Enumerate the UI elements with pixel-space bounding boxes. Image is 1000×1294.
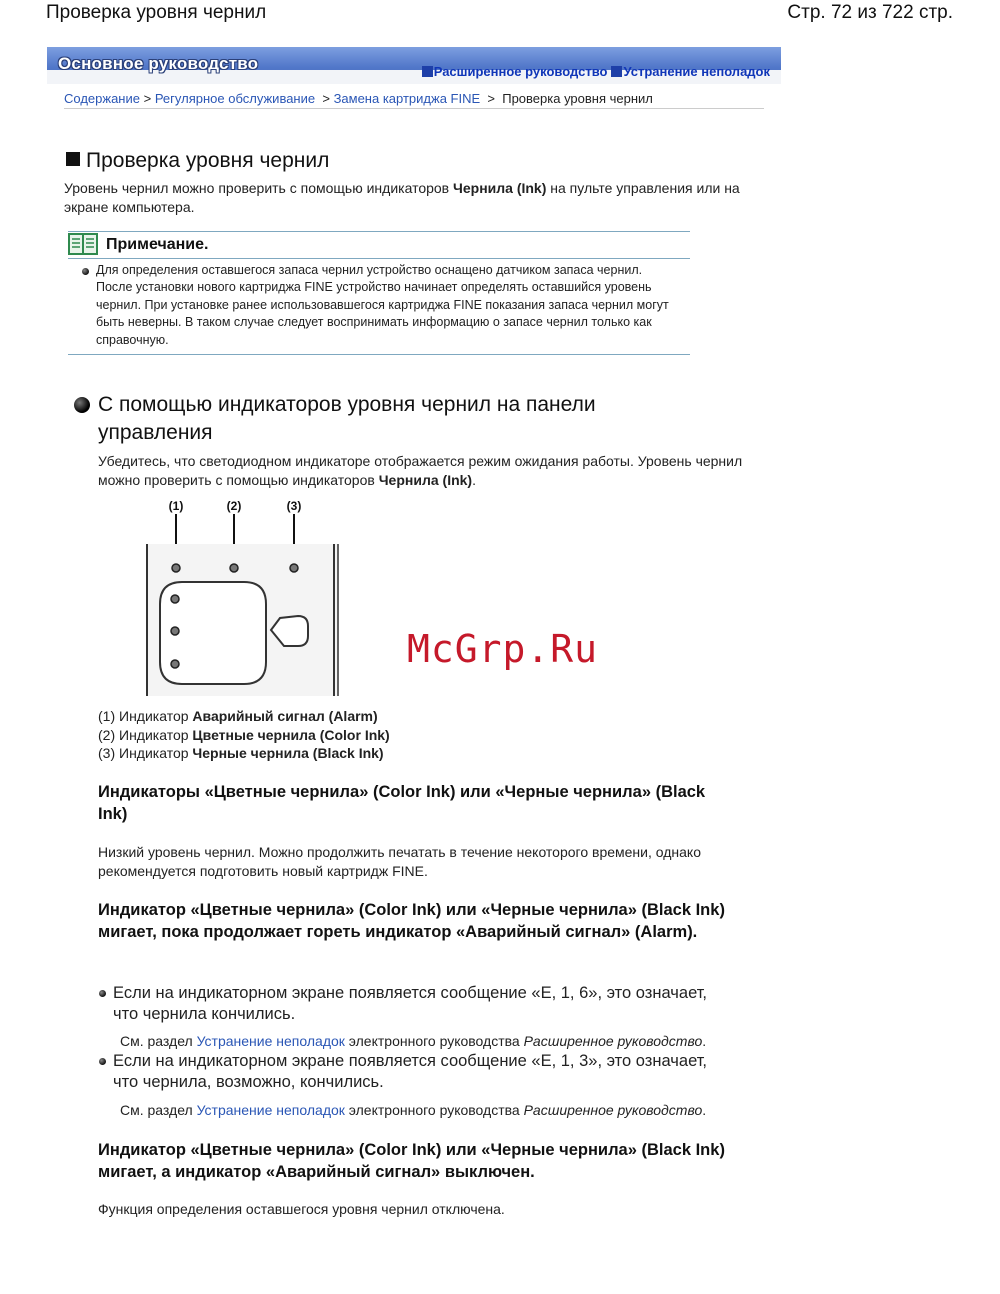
see-middle: электронного руководства <box>344 1033 524 1049</box>
troubleshooting-link[interactable] <box>607 64 770 79</box>
breadcrumb <box>64 91 653 106</box>
note-bottom-border <box>68 354 690 355</box>
advanced-guide-link[interactable] <box>418 64 608 79</box>
note-title: Примечание. <box>106 236 209 253</box>
diagram-label-1: (1) <box>168 499 184 513</box>
breadcrumb-divider <box>64 108 764 109</box>
legend-item <box>98 726 390 745</box>
see-reference <box>120 1033 706 1049</box>
diagram-label-2: (2) <box>226 499 242 513</box>
section-paragraph <box>98 452 758 490</box>
breadcrumb-contents[interactable]: Содержание <box>64 91 140 106</box>
bullet-item: Если на индикаторном экране появляется сообщение «E, 1, 3», это означает, что чернила, возможно, кончились. <box>113 1052 708 1091</box>
breadcrumb-sep: > <box>143 91 152 106</box>
legend-prefix: (2) Индикатор <box>98 726 193 743</box>
legend-bold: Цветные чернила (Color Ink) <box>192 726 390 743</box>
legend-prefix: (3) Индикатор <box>98 745 193 762</box>
see-prefix: См. раздел <box>120 1033 197 1049</box>
see-prefix: См. раздел <box>120 1102 197 1118</box>
main-heading <box>66 149 329 173</box>
intro-text-end: на пульте управления или на экране компьютера. <box>64 180 740 215</box>
watermark: McGrp.Ru <box>407 627 599 671</box>
note-top-border <box>68 231 690 232</box>
diagram-legend <box>98 707 390 763</box>
intro-text: Уровень чернил можно проверить с помощью индикаторов <box>64 180 454 196</box>
breadcrumb-cartridge[interactable]: Замена картриджа FINE <box>333 91 481 106</box>
page-number: Стр. 72 из 722 стр. <box>787 2 953 23</box>
intro-bold: Чернила (Ink) <box>453 180 547 196</box>
breadcrumb-sep: > <box>487 91 495 106</box>
intro-paragraph <box>64 179 764 217</box>
section-text-end: . <box>472 472 476 488</box>
advanced-guide-label: Расширенное руководство <box>433 64 608 79</box>
bullet-icon <box>82 268 89 275</box>
see-middle: электронного руководства <box>344 1102 524 1118</box>
subheading-low-ink: Индикаторы «Цветные чернила» (Color Ink) или «Черные чернила» (Black Ink) <box>98 783 706 823</box>
section-text: Убедитесь, что светодиодном индикаторе отображается режим ожидания работы. Уровень чернил можно проверить с помощью индикаторов <box>98 453 743 488</box>
bullet-icon <box>74 397 90 413</box>
low-ink-paragraph: Низкий уровень чернил. Можно продолжить печатать в течение некоторого времени, однако рекомендуется подготовить новый картридж FINE. <box>98 844 701 879</box>
square-icon <box>422 66 433 77</box>
subheading-blinking-alarm-off: Индикатор «Цветные чернила» (Color Ink) или «Черные чернила» (Black Ink) мигает, а индикатор «Аварийный сигнал» выключен. <box>98 1141 725 1181</box>
detection-disabled-paragraph: Функция определения оставшегося уровня чернил отключена. <box>98 1201 505 1217</box>
subheading-blinking-alarm-on: Индикатор «Цветные чернила» (Color Ink) или «Черные чернила» (Black Ink) мигает, пока продолжает гореть индикатор «Аварийный сигнал» (Alarm). <box>98 901 725 941</box>
note-text: Для определения оставшегося запаса чернил устройство оснащено датчиком запаса чернил. После установки нового картриджа FINE устройство начинает определять оставшийся уровень чернил. При установке ранее использовавшегося картриджа FINE показания запаса чернил могут быть неверны. В таком случае следует воспринимать информацию о запасе чернил только как справочную. <box>96 263 669 347</box>
see-guide-name: Расширенное руководство <box>523 1102 703 1118</box>
diagram-label-3: (3) <box>286 499 302 513</box>
bullet-icon <box>99 990 106 997</box>
breadcrumb-maintenance[interactable]: Регулярное обслуживание <box>154 91 316 106</box>
manual-banner <box>47 47 781 84</box>
legend-bold: Аварийный сигнал (Alarm) <box>192 708 378 724</box>
legend-item <box>98 707 390 726</box>
troubleshooting-ref-link[interactable]: Устранение неполадок <box>196 1033 345 1049</box>
see-guide-name: Расширенное руководство <box>523 1033 703 1049</box>
bullet-item: Если на индикаторном экране появляется сообщение «E, 1, 6», это означает, что чернила кончились. <box>113 984 708 1023</box>
bullet-icon <box>99 1058 106 1065</box>
section-bold: Чернила (Ink) <box>378 472 473 488</box>
legend-bold: Черные чернила (Black Ink) <box>192 745 384 762</box>
page-title: Проверка уровня чернил <box>46 2 267 23</box>
banner-title: Основное руководство <box>58 54 259 73</box>
banner-links <box>418 64 770 79</box>
see-end: . <box>702 1102 707 1118</box>
troubleshooting-ref-link[interactable]: Устранение неполадок <box>196 1102 345 1118</box>
see-end: . <box>702 1033 707 1049</box>
legend-prefix: (1) Индикатор <box>98 708 193 724</box>
square-icon <box>611 66 622 77</box>
section-heading: С помощью индикаторов уровня чернил на панели управления <box>98 393 596 444</box>
control-panel-diagram <box>140 494 350 700</box>
square-icon <box>66 152 80 166</box>
main-heading-text: Проверка уровня чернил <box>86 149 330 172</box>
breadcrumb-current: Проверка уровня чернил <box>502 91 653 106</box>
note-title-border <box>68 258 690 259</box>
open-book-icon <box>68 233 98 255</box>
troubleshooting-label: Устранение неполадок <box>623 64 770 79</box>
see-reference <box>120 1102 706 1118</box>
breadcrumb-sep: > <box>322 91 330 106</box>
legend-item <box>98 744 390 763</box>
